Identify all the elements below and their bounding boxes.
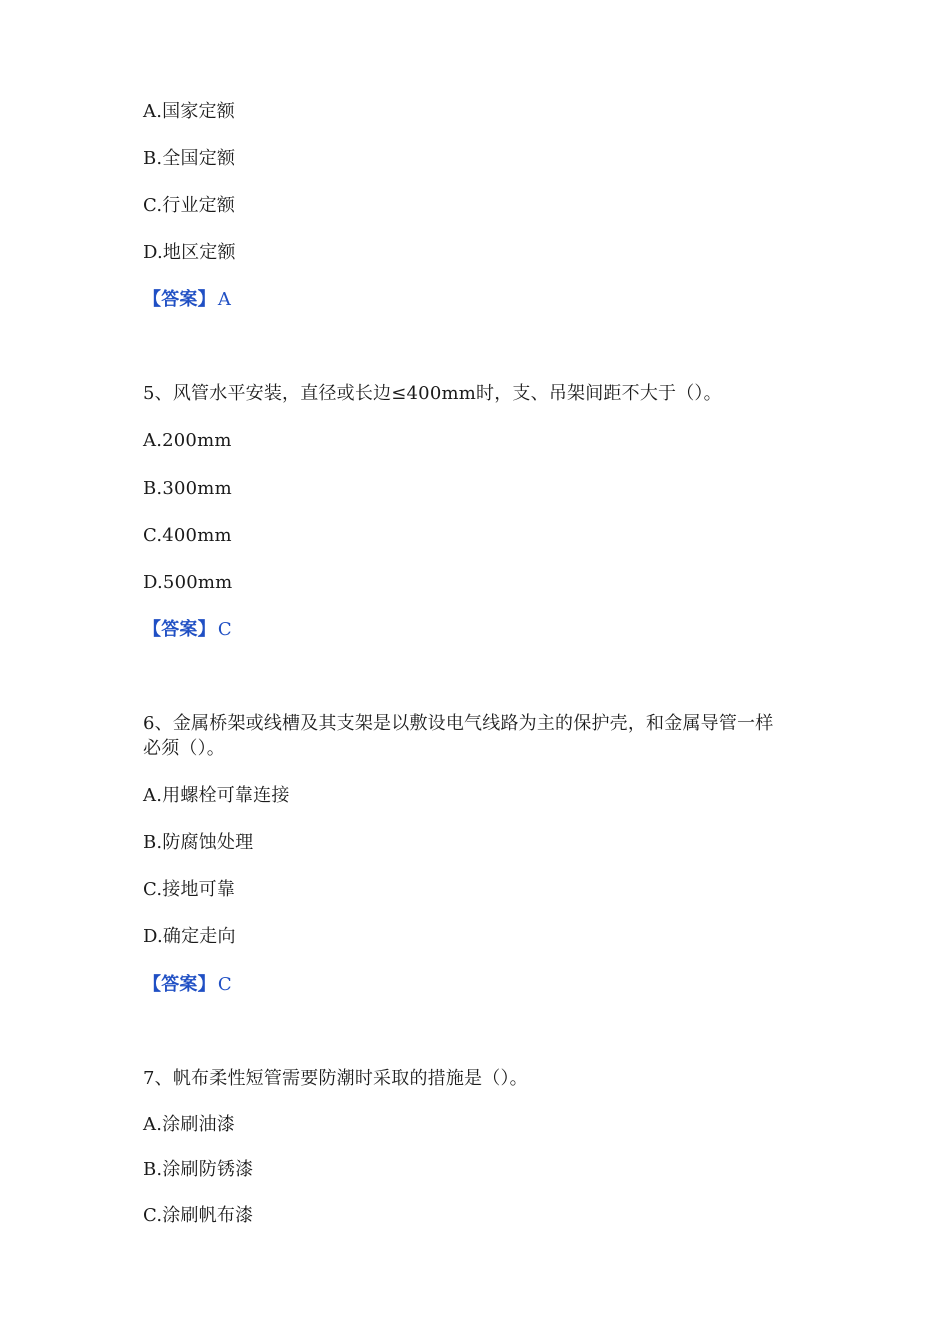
q6-stem-line1: 6、金属桥架或线槽及其支架是以敷设电气线路为主的保护壳，和金属导管一样 [143,713,774,734]
q7-option-b: B.涂刷防锈漆 [143,1159,254,1180]
q6-answer-value: C [217,974,232,995]
q5-option-c: C.400mm [143,525,232,546]
q4-option-a: A.国家定额 [143,101,235,122]
q6-option-a: A.用螺栓可靠连接 [143,785,290,806]
q5-option-b: B.300mm [143,478,232,499]
q4-option-c: C.行业定额 [143,195,236,216]
q4-option-d: D.地区定额 [143,242,236,263]
q4-answer-label: 【答案】 [143,289,216,310]
q7-option-c: C.涂刷帆布漆 [143,1205,254,1226]
q4-answer [143,288,231,312]
q5-answer-value: C [217,619,232,640]
q5-stem: 5、风管水平安装，直径或长边≤400mm时，支、吊架间距不大于（）。 [143,383,722,404]
q6-answer-label: 【答案】 [143,974,216,995]
q4-answer-value: A [217,289,232,310]
q7-stem: 7、帆布柔性短管需要防潮时采取的措施是（）。 [143,1068,528,1089]
q6-option-d: D.确定走向 [143,926,236,947]
q6-stem-line2: 必须（）。 [143,738,225,759]
q6-answer [143,973,232,997]
q5-answer-label: 【答案】 [143,619,216,640]
q6-option-c: C.接地可靠 [143,879,236,900]
q7-option-a: A.涂刷油漆 [143,1114,235,1135]
q5-answer [143,618,232,642]
q5-option-d: D.500mm [143,572,233,593]
q5-option-a: A.200mm [143,430,232,451]
q4-option-b: B.全国定额 [143,148,236,169]
q6-option-b: B.防腐蚀处理 [143,832,254,853]
